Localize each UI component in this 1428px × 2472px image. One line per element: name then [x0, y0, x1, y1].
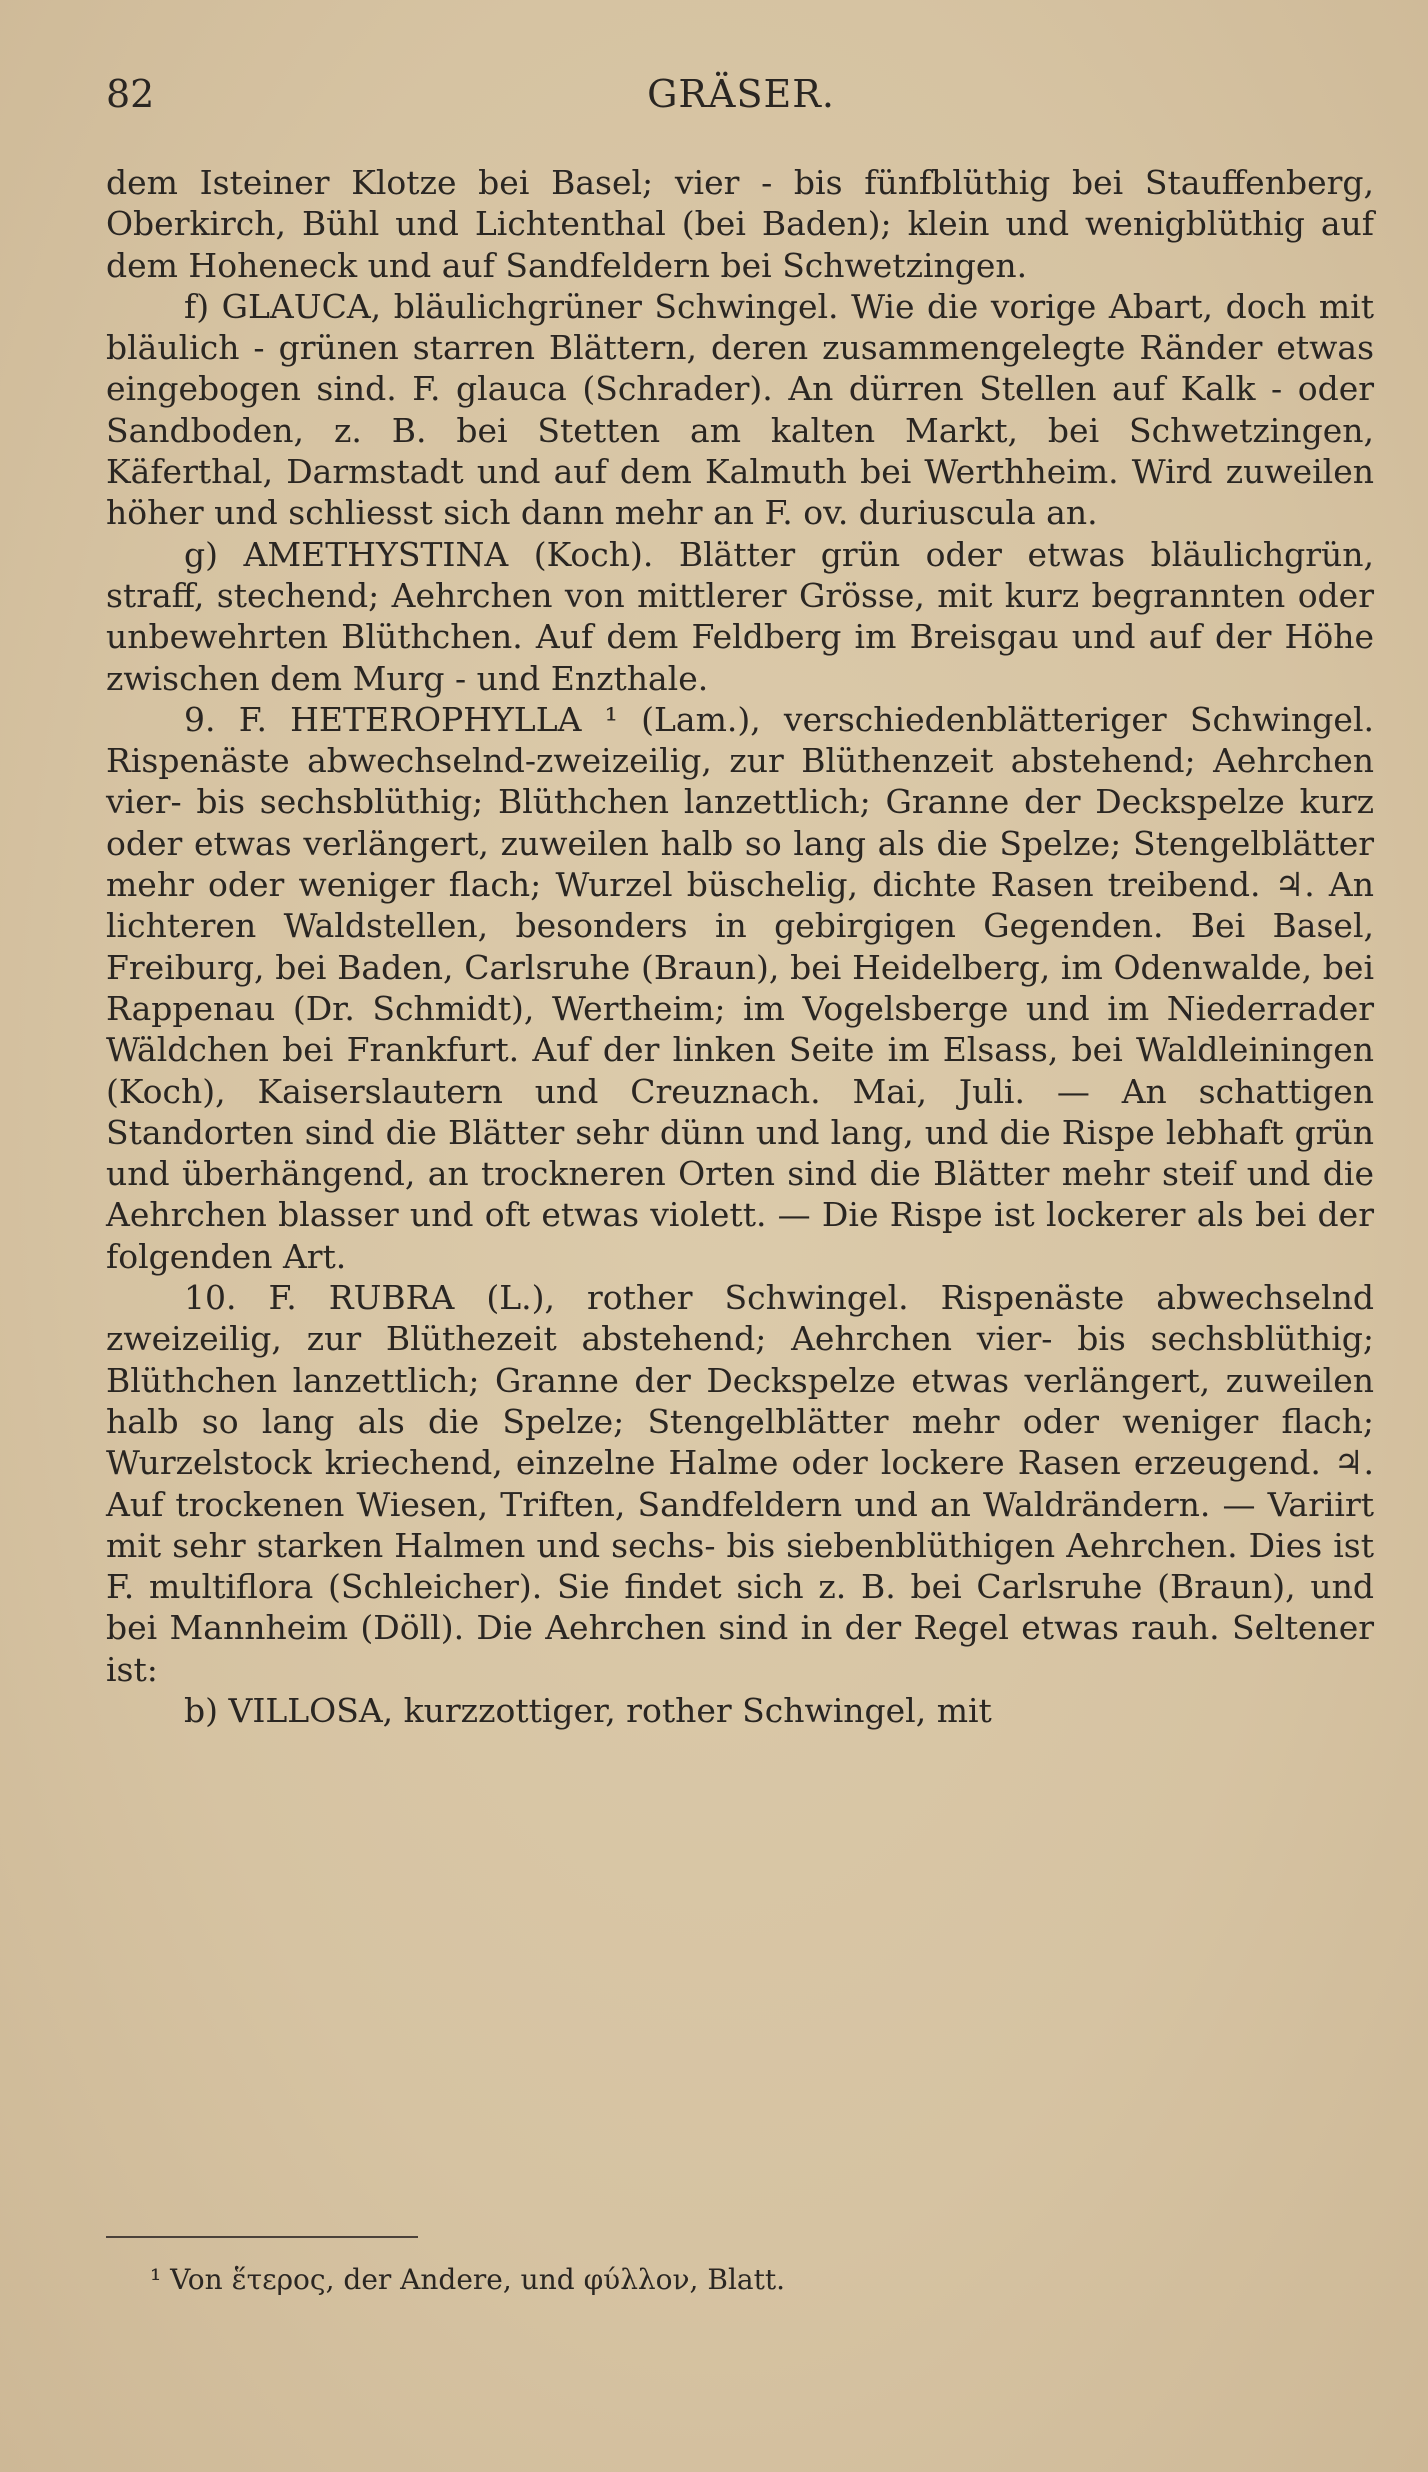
body-text [106, 162, 1374, 1731]
footnote: ¹ Von ἕτερος, der Andere, und φύλλον, Blatt. [150, 2263, 785, 2296]
paragraph: g) AMETHYSTINA (Koch). Blätter grün oder etwas bläulichgrün, straff, stechend; Aehrchen von mittlerer Grösse, mit kurz begrannten oder unbewehrten Blüthchen. Auf dem Feldberg im Breisgau und auf der Höhe zwischen dem Murg - und Enzthale. [106, 534, 1374, 698]
page-number: 82 [106, 72, 155, 116]
paragraph: 9. F. HETEROPHYLLA ¹ (Lam.), verschiedenblätteriger Schwingel. Rispenäste abwechselnd-zweizeilig, zur Blüthenzeit abstehend; Aehrchen vier- bis sechsblüthig; Blüthchen lanzettlich; Granne der Deckspelze kurz oder etwas verlängert, zuweilen halb so lang als die Spelze; Stengelblätter mehr oder weniger flach; Wurzel büschelig, dichte Rasen treibend. ♃. An lichteren Waldstellen, besonders in gebirgigen Gegenden. Bei Basel, Freiburg, bei Baden, Carlsruhe (Braun), bei Heidelberg, im Odenwalde, bei Rappenau (Dr. Schmidt), Wertheim; im Vogelsberge und im Niederrader Wäldchen bei Frankfurt. Auf der linken Seite im Elsass, bei Waldleiningen (Koch), Kaiserslautern und Creuznach. Mai, Juli. — An schattigen Standorten sind die Blätter sehr dünn und lang, und die Rispe lebhaft grün und überhängend, an trockneren Orten sind die Blätter mehr steif und die Aehrchen blasser und oft etwas violett. — Die Rispe ist lockerer als bei der folgenden Art. [106, 699, 1374, 1276]
paragraph: dem Isteiner Klotze bei Basel; vier - bis fünfblüthig bei Stauffenberg, Oberkirch, Bühl und Lichtenthal (bei Baden); klein und wenigblüthig auf dem Hoheneck und auf Sandfeldern bei Schwetzingen. [106, 163, 1374, 285]
paragraph: f) GLAUCA, bläulichgrüner Schwingel. Wie die vorige Abart, doch mit bläulich - grünen starren Blättern, deren zusammengelegte Ränder etwas eingebogen sind. F. glauca (Schrader). An dürren Stellen auf Kalk - oder Sandboden, z. B. bei Stetten am kalten Markt, bei Schwetzingen, Käferthal, Darmstadt und auf dem Kalmuth bei Werthheim. Wird zuweilen höher und schliesst sich dann mehr an F. ov. duriuscula an. [106, 286, 1374, 533]
running-head: GRÄSER. [647, 72, 835, 116]
paragraph: 10. F. RUBRA (L.), rother Schwingel. Rispenäste abwechselnd zweizeilig, zur Blüthezeit abstehend; Aehrchen vier- bis sechsblüthig; Blüthchen lanzettlich; Granne der Deckspelze etwas verlängert, zuweilen halb so lang als die Spelze; Stengelblätter mehr oder weniger flach; Wurzelstock kriechend, einzelne Halme oder lockere Rasen erzeugend. ♃. Auf trockenen Wiesen, Triften, Sandfeldern und an Waldrändern. — Variirt mit sehr starken Halmen und sechs- bis siebenblüthigen Aehrchen. Dies ist F. multiflora (Schleicher). Sie findet sich z. B. bei Carlsruhe (Braun), und bei Mannheim (Döll). Die Aehrchen sind in der Regel etwas rauh. Seltener ist: [106, 1278, 1374, 1689]
page-header [106, 72, 1376, 122]
footnote-rule [106, 2236, 418, 2238]
paragraph: b) VILLOSA, kurzzottiger, rother Schwingel, mit [184, 1690, 992, 1730]
